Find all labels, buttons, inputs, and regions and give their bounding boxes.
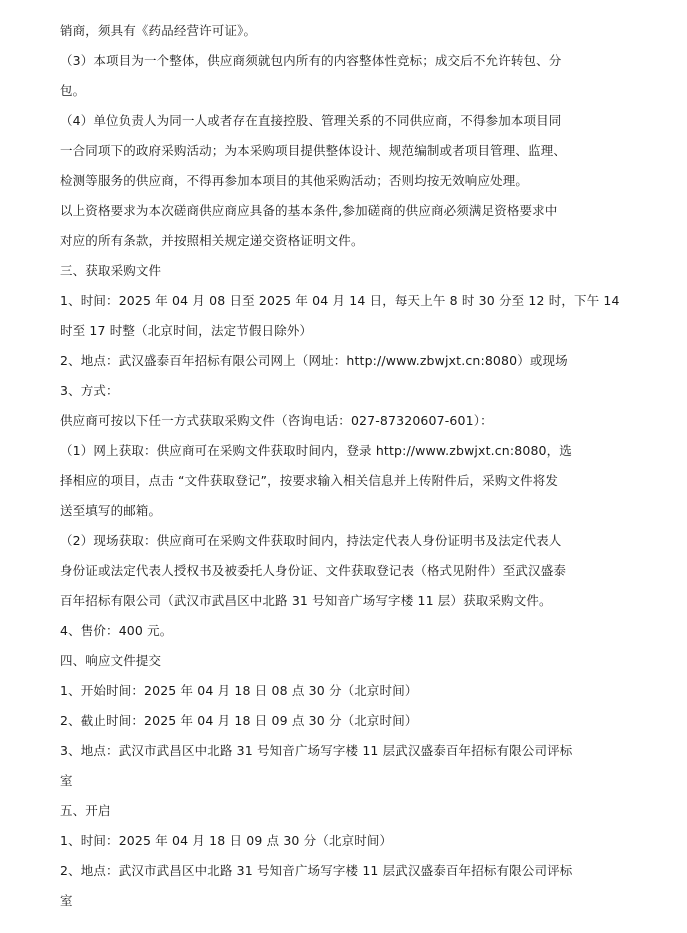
text-line: 以上资格要求为本次磋商供应商应具备的基本条件,参加磋商的供应商必须满足资格要求中	[60, 203, 558, 218]
text-line: 1、时间：2025 年 04 月 18 日 09 点 30 分（北京时间）	[60, 833, 393, 848]
text-line: 2、地点：武汉盛泰百年招标有限公司网上（网址：http://www.zbwjxt.cn:8080）或现场	[60, 353, 568, 368]
text-line: （3）本项目为一个整体，供应商须就包内所有的内容整体性竞标；成交后不允许转包、分	[60, 53, 562, 68]
text-line: 择相应的项目，点击 “文件获取登记”，按要求输入相关信息并上传附件后，采购文件将发	[60, 473, 559, 488]
section-heading: 四、响应文件提交	[60, 653, 162, 668]
text-line: （4）单位负责人为同一人或者存在直接控股、管理关系的不同供应商，不得参加本项目同	[60, 113, 562, 128]
text-line: 包。	[60, 83, 86, 98]
text-line: 销商，须具有《药品经营许可证》。	[60, 23, 257, 38]
text-line: （1）网上获取：供应商可在采购文件获取时间内，登录 http://www.zbwjxt.cn:8080，选	[60, 443, 572, 458]
text-line: 百年招标有限公司（武汉市武昌区中北路 31 号知音广场写字楼 11 层）获取采购文件。	[60, 593, 552, 608]
text-line: 对应的所有条款，并按照相关规定递交资格证明文件。	[60, 233, 364, 248]
text-line: 送至填写的邮箱。	[60, 503, 162, 518]
text-line: 室	[60, 773, 73, 788]
text-line: （2）现场获取：供应商可在采购文件获取时间内，持法定代表人身份证明书及法定代表人	[60, 533, 562, 548]
text-line: 时至 17 时整（北京时间，法定节假日除外）	[60, 323, 313, 338]
text-line: 2、截止时间：2025 年 04 月 18 日 09 点 30 分（北京时间）	[60, 713, 418, 728]
text-line: 室	[60, 893, 73, 908]
text-line: 检测等服务的供应商，不得再参加本项目的其他采购活动；否则均按无效响应处理。	[60, 173, 529, 188]
text-line: 2、地点：武汉市武昌区中北路 31 号知音广场写字楼 11 层武汉盛泰百年招标有限公司评标	[60, 863, 573, 878]
text-line: 一合同项下的政府采购活动；为本采购项目提供整体设计、规范编制或者项目管理、监理、	[60, 143, 567, 158]
text-line: 1、开始时间：2025 年 04 月 18 日 08 点 30 分（北京时间）	[60, 683, 418, 698]
text-line: 1、时间：2025 年 04 月 08 日至 2025 年 04 月 14 日，每天上午 8 时 30 分至 12 时，下午 14	[60, 293, 620, 308]
text-line: 身份证或法定代表人授权书及被委托人身份证、文件获取登记表（格式见附件）至武汉盛泰	[60, 563, 567, 578]
section-heading: 三、获取采购文件	[60, 263, 162, 278]
text-line: 供应商可按以下任一方式获取采购文件（咨询电话：027-87320607-601）：	[60, 413, 493, 428]
text-line: 3、方式：	[60, 383, 119, 398]
text-line: 4、售价：400 元。	[60, 623, 173, 638]
section-heading: 五、开启	[60, 803, 111, 818]
text-line: 3、地点：武汉市武昌区中北路 31 号知音广场写字楼 11 层武汉盛泰百年招标有限公司评标	[60, 743, 573, 758]
